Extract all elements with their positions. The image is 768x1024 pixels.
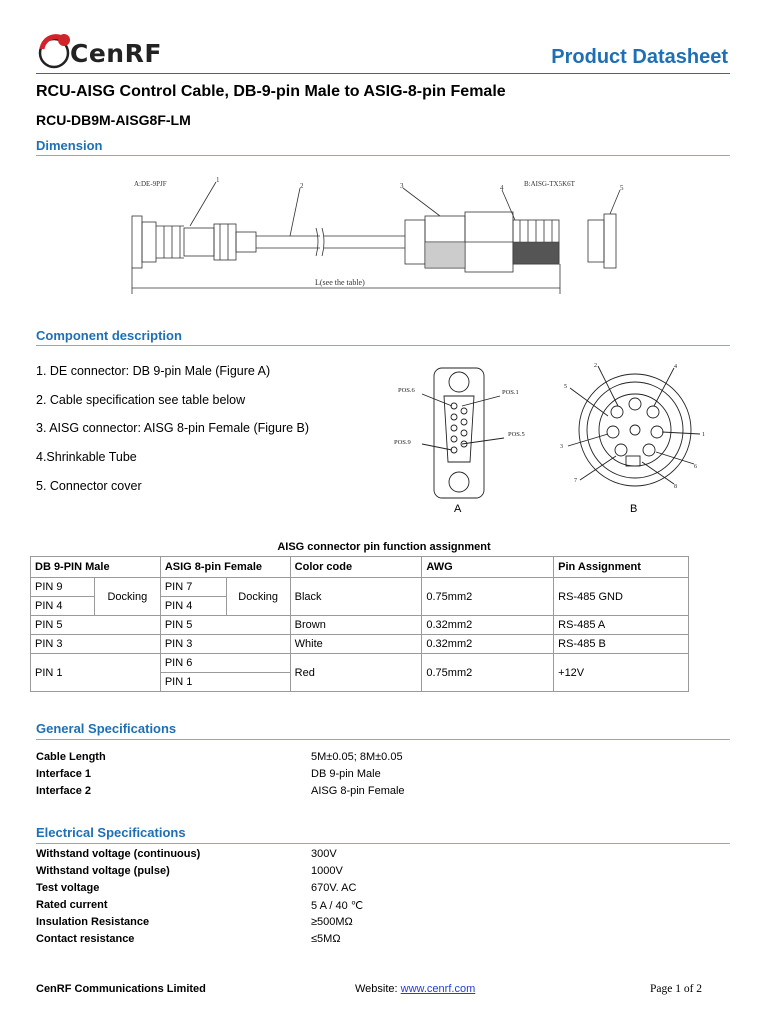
db9-cell: PIN 4 bbox=[31, 597, 95, 616]
db9-cell: PIN 5 bbox=[31, 616, 161, 635]
awg-cell: 0.32mm2 bbox=[422, 616, 554, 635]
pin-table-caption: AISG connector pin function assignment bbox=[277, 541, 491, 553]
docking-cell: Docking bbox=[94, 578, 160, 616]
awg-cell: 0.75mm2 bbox=[422, 578, 554, 616]
spec-value: ≥500MΩ bbox=[311, 916, 353, 928]
spec-name: Rated current bbox=[36, 899, 108, 911]
electrical-rule bbox=[36, 843, 730, 844]
component-heading: Component description bbox=[36, 328, 182, 343]
pin-5-label: 5 bbox=[564, 384, 567, 390]
pin-7-label: 7 bbox=[574, 478, 577, 484]
website-label: Website: bbox=[355, 983, 401, 995]
db9-cell: PIN 3 bbox=[31, 635, 161, 654]
spec-value: 1000V bbox=[311, 865, 343, 877]
header-divider bbox=[36, 73, 730, 74]
spec-name: Insulation Resistance bbox=[36, 916, 150, 928]
spec-name: Withstand voltage (continuous) bbox=[36, 848, 201, 860]
table-row bbox=[31, 654, 689, 673]
callout-1: 1 bbox=[216, 176, 220, 184]
component-item-4: 4.Shrinkable Tube bbox=[36, 450, 137, 464]
table-row bbox=[31, 578, 689, 597]
spec-name: Cable Length bbox=[36, 751, 106, 763]
cable-dimension-drawing bbox=[120, 168, 640, 298]
figure-a-db9 bbox=[392, 364, 542, 502]
aisg-cell: PIN 7 bbox=[160, 578, 226, 597]
figure-b-label: B bbox=[630, 503, 638, 515]
spec-value: 300V bbox=[311, 848, 337, 860]
spec-value: DB 9-pin Male bbox=[311, 768, 381, 780]
component-rule bbox=[36, 345, 730, 346]
header-assign: Pin Assignment bbox=[554, 557, 689, 578]
spec-value: 5M±0.05; 8M±0.05 bbox=[311, 751, 403, 763]
pos1-label: POS.1 bbox=[502, 389, 519, 396]
pin-table-header bbox=[31, 557, 689, 578]
footer-company: CenRF Communications Limited bbox=[36, 983, 206, 995]
pin-6-label: 6 bbox=[694, 464, 697, 470]
page-number: Page 1 of 2 bbox=[650, 983, 703, 995]
component-item-1: 1. DE connector: DB 9-pin Male (Figure A) bbox=[36, 364, 271, 378]
figure-a-label: A bbox=[454, 503, 462, 515]
spec-name: Test voltage bbox=[36, 882, 100, 894]
pin-4-label: 4 bbox=[674, 364, 677, 370]
callout-5: 5 bbox=[620, 184, 624, 192]
callout-3: 3 bbox=[400, 182, 404, 190]
header-aisg: ASIG 8-pin Female bbox=[160, 557, 290, 578]
spec-value: 670V. AC bbox=[311, 882, 357, 894]
length-label: L(see the table) bbox=[315, 278, 365, 287]
callout-4: 4 bbox=[500, 184, 504, 192]
component-item-3: 3. AISG connector: AISG 8-pin Female (Figure B) bbox=[36, 421, 310, 435]
awg-cell: 0.75mm2 bbox=[422, 654, 554, 692]
assign-cell: RS-485 A bbox=[554, 616, 689, 635]
spec-value: AISG 8-pin Female bbox=[311, 785, 405, 797]
dimension-heading: Dimension bbox=[36, 138, 103, 153]
header-awg: AWG bbox=[422, 557, 554, 578]
pin-table bbox=[30, 556, 689, 692]
label-b: B:AISG-TX5K6T bbox=[524, 180, 575, 188]
pin-3-label: 3 bbox=[560, 444, 563, 450]
spec-name: Interface 1 bbox=[36, 768, 92, 780]
docking-cell: Docking bbox=[226, 578, 290, 616]
aisg-cell: PIN 1 bbox=[160, 673, 290, 692]
color-cell: Black bbox=[290, 578, 422, 616]
spec-name: Withstand voltage (pulse) bbox=[36, 865, 170, 877]
callout-2: 2 bbox=[300, 182, 304, 190]
color-cell: White bbox=[290, 635, 422, 654]
website-link[interactable]: www.cenrf.com bbox=[400, 983, 476, 995]
aisg-cell: PIN 6 bbox=[160, 654, 290, 673]
assign-cell: RS-485 B bbox=[554, 635, 689, 654]
component-item-5: 5. Connector cover bbox=[36, 479, 142, 493]
dimension-rule bbox=[36, 155, 730, 156]
table-row bbox=[31, 616, 689, 635]
db9-cell: PIN 1 bbox=[31, 654, 161, 692]
aisg-cell: PIN 4 bbox=[160, 597, 226, 616]
header-db9: DB 9-PIN Male bbox=[31, 557, 161, 578]
general-rule bbox=[36, 739, 730, 740]
pin-2-label: 2 bbox=[594, 363, 597, 369]
db9-cell: PIN 9 bbox=[31, 578, 95, 597]
table-row bbox=[31, 635, 689, 654]
assign-cell: RS-485 GND bbox=[554, 578, 689, 616]
pin-1-label: 1 bbox=[702, 432, 705, 438]
aisg-cell: PIN 5 bbox=[160, 616, 290, 635]
figure-b-aisg bbox=[558, 360, 708, 500]
product-title: RCU-AISG Control Cable, DB-9-pin Male to ASIG-8-pin Female bbox=[36, 83, 506, 100]
part-number: RCU-DB9M-AISG8F-LM bbox=[36, 112, 191, 128]
header-color: Color code bbox=[290, 557, 422, 578]
awg-cell: 0.32mm2 bbox=[422, 635, 554, 654]
color-cell: Red bbox=[290, 654, 422, 692]
pos6-label: POS.6 bbox=[398, 387, 415, 394]
aisg-cell: PIN 3 bbox=[160, 635, 290, 654]
doc-title: Product Datasheet bbox=[551, 46, 728, 68]
spec-value: ≤5MΩ bbox=[311, 933, 341, 945]
brand-name: CenRF bbox=[70, 39, 162, 68]
electrical-heading: Electrical Specifications bbox=[36, 825, 186, 840]
color-cell: Brown bbox=[290, 616, 422, 635]
label-a: A:DE-9PJF bbox=[134, 180, 167, 188]
spec-name: Contact resistance bbox=[36, 933, 135, 945]
pos5-label: POS.5 bbox=[508, 431, 525, 438]
general-heading: General Specifications bbox=[36, 721, 177, 736]
pos9-label: POS.9 bbox=[394, 439, 411, 446]
spec-name: Interface 2 bbox=[36, 785, 92, 797]
footer-website bbox=[355, 983, 475, 995]
component-item-2: 2. Cable specification see table below bbox=[36, 393, 246, 407]
pin-8-label: 8 bbox=[674, 484, 677, 490]
spec-value: 5 A / 40 ℃ bbox=[311, 900, 364, 912]
assign-cell: +12V bbox=[554, 654, 689, 692]
